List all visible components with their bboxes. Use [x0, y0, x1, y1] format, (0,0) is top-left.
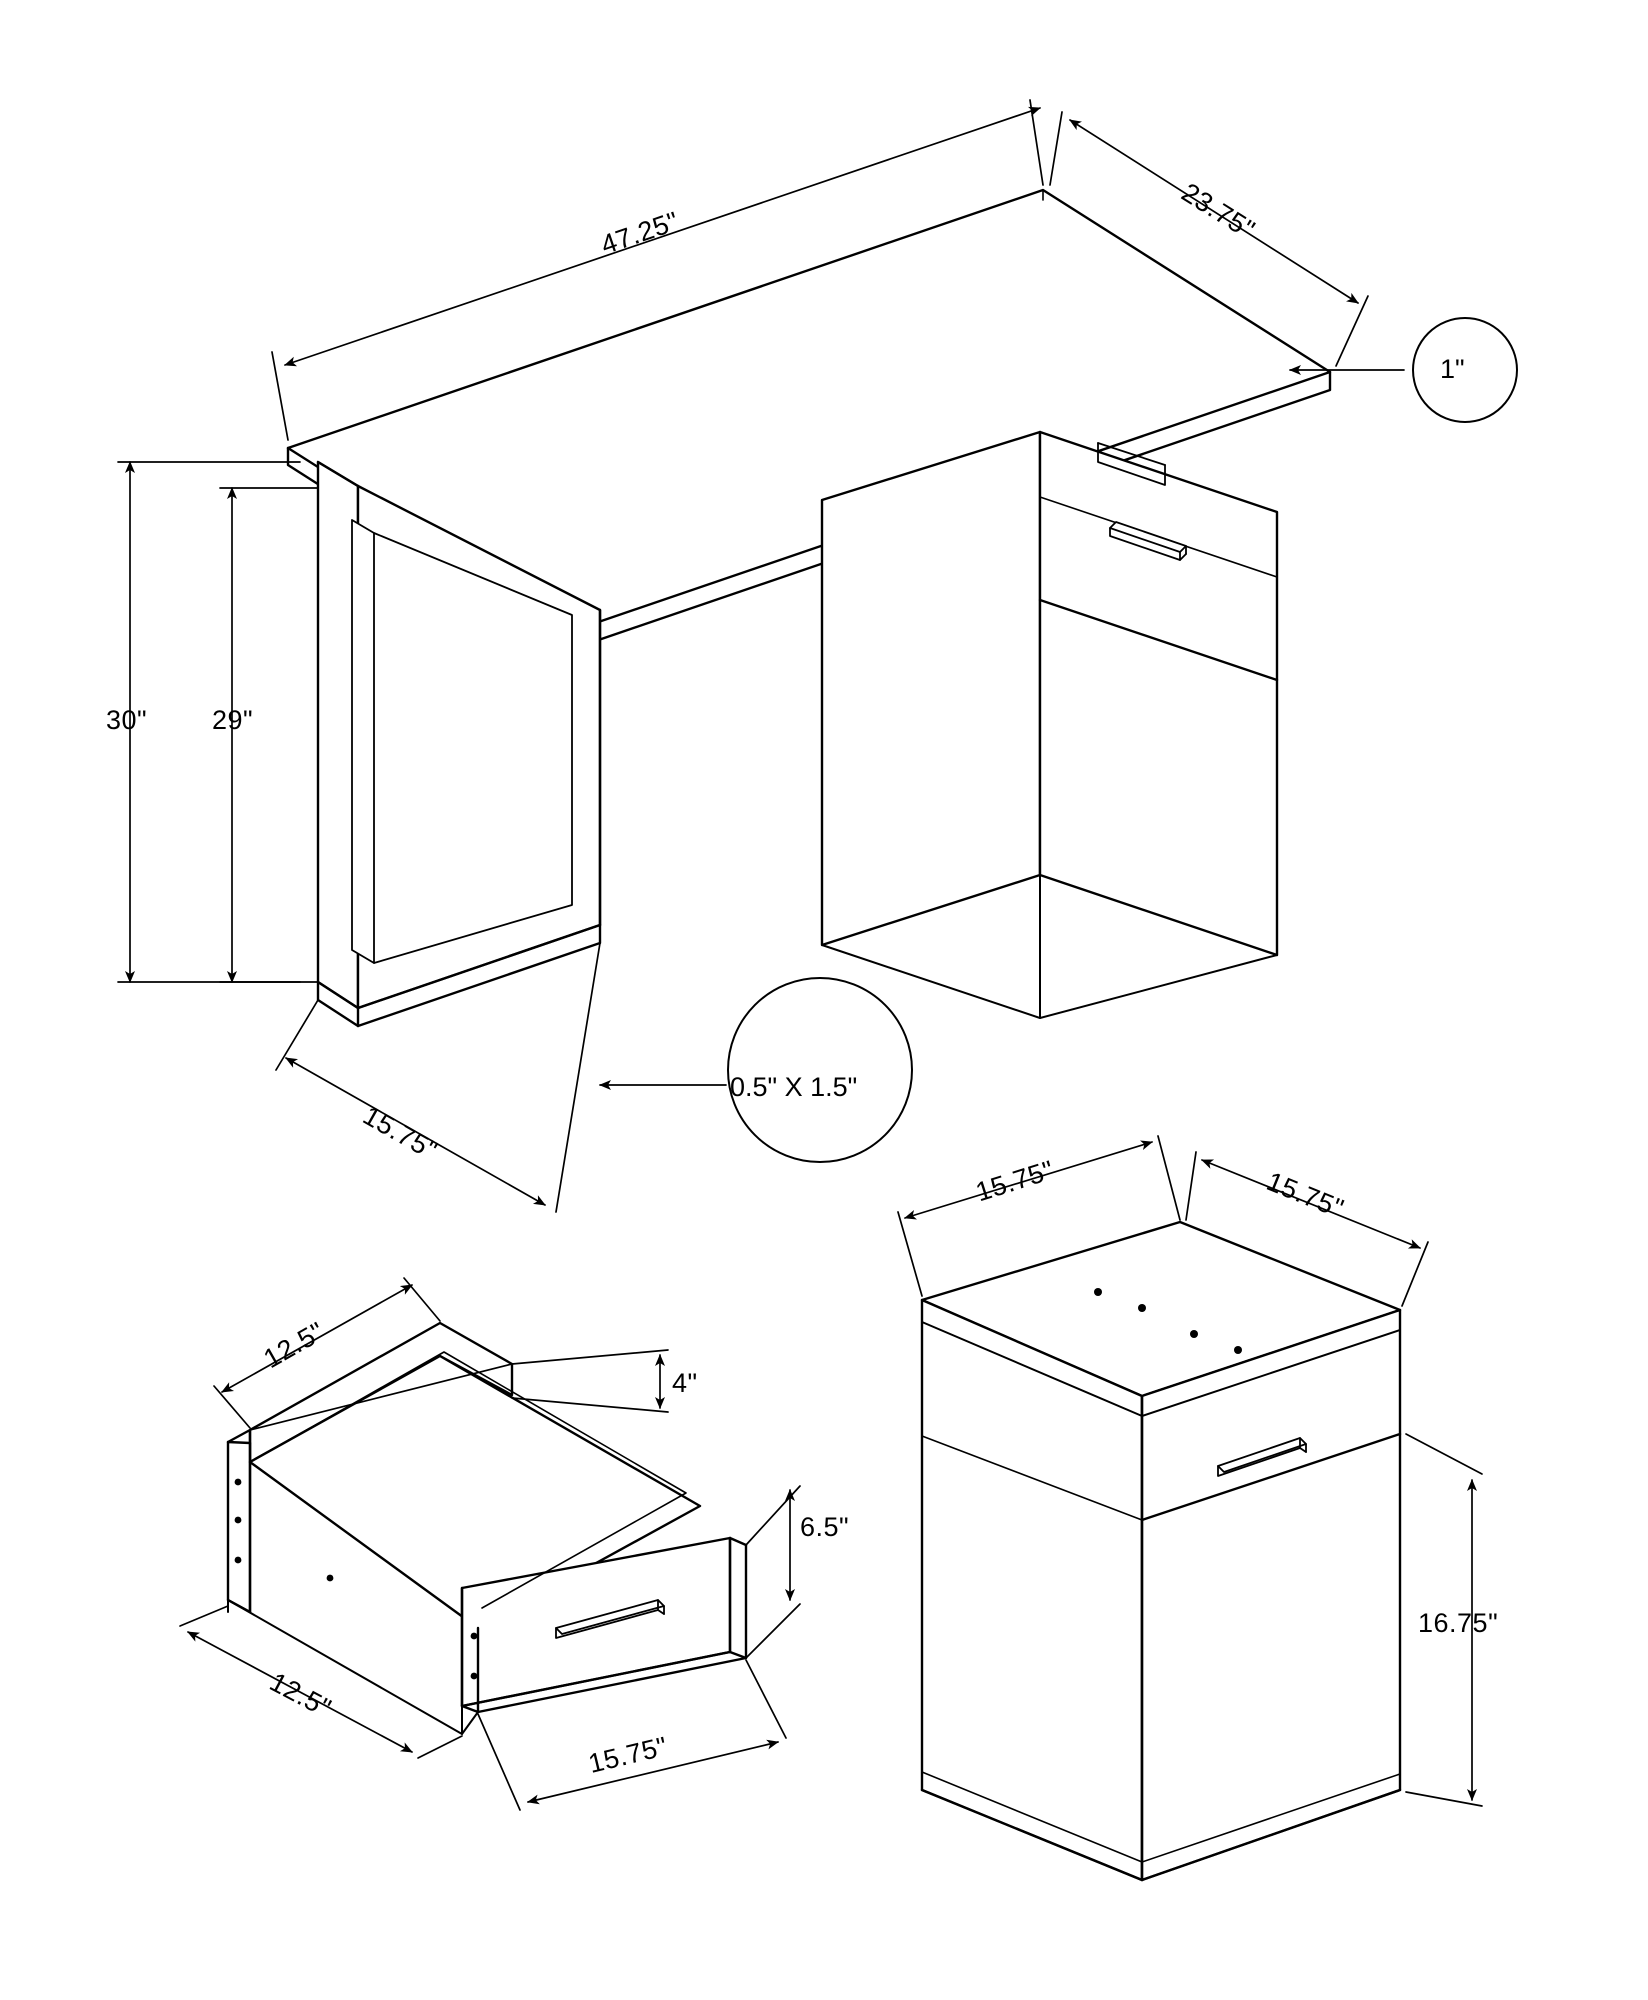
dim-desk-depth: 23.75" [1176, 177, 1261, 246]
dim-leg-height: 29" [212, 705, 254, 735]
dim-leg-profile: 0.5" X 1.5" [730, 1072, 858, 1102]
dim-cabinet-depth: 15.75" [1262, 1166, 1349, 1224]
dim-drawer-front-height: 6.5" [800, 1512, 850, 1542]
dim-leg-depth: 15.75" [358, 1100, 443, 1166]
dim-drawer-inner-height: 4" [672, 1368, 698, 1398]
dim-overall-height: 30" [106, 705, 148, 735]
dim-cabinet-height: 16.75" [1418, 1608, 1499, 1638]
cabinet-unit [922, 1222, 1400, 1880]
dim-desk-width: 47.25" [597, 205, 683, 261]
dim-cabinet-width: 15.75" [972, 1154, 1058, 1208]
desk-cabinet [822, 432, 1277, 1018]
dim-drawer-inner-depth: 12.5" [258, 1316, 330, 1375]
dim-top-thickness: 1" [1440, 354, 1465, 384]
dim-drawer-front-width: 15.75" [585, 1731, 671, 1779]
dim-drawer-bottom-depth: 12.5" [264, 1666, 337, 1724]
drawer-box [228, 1323, 746, 1734]
